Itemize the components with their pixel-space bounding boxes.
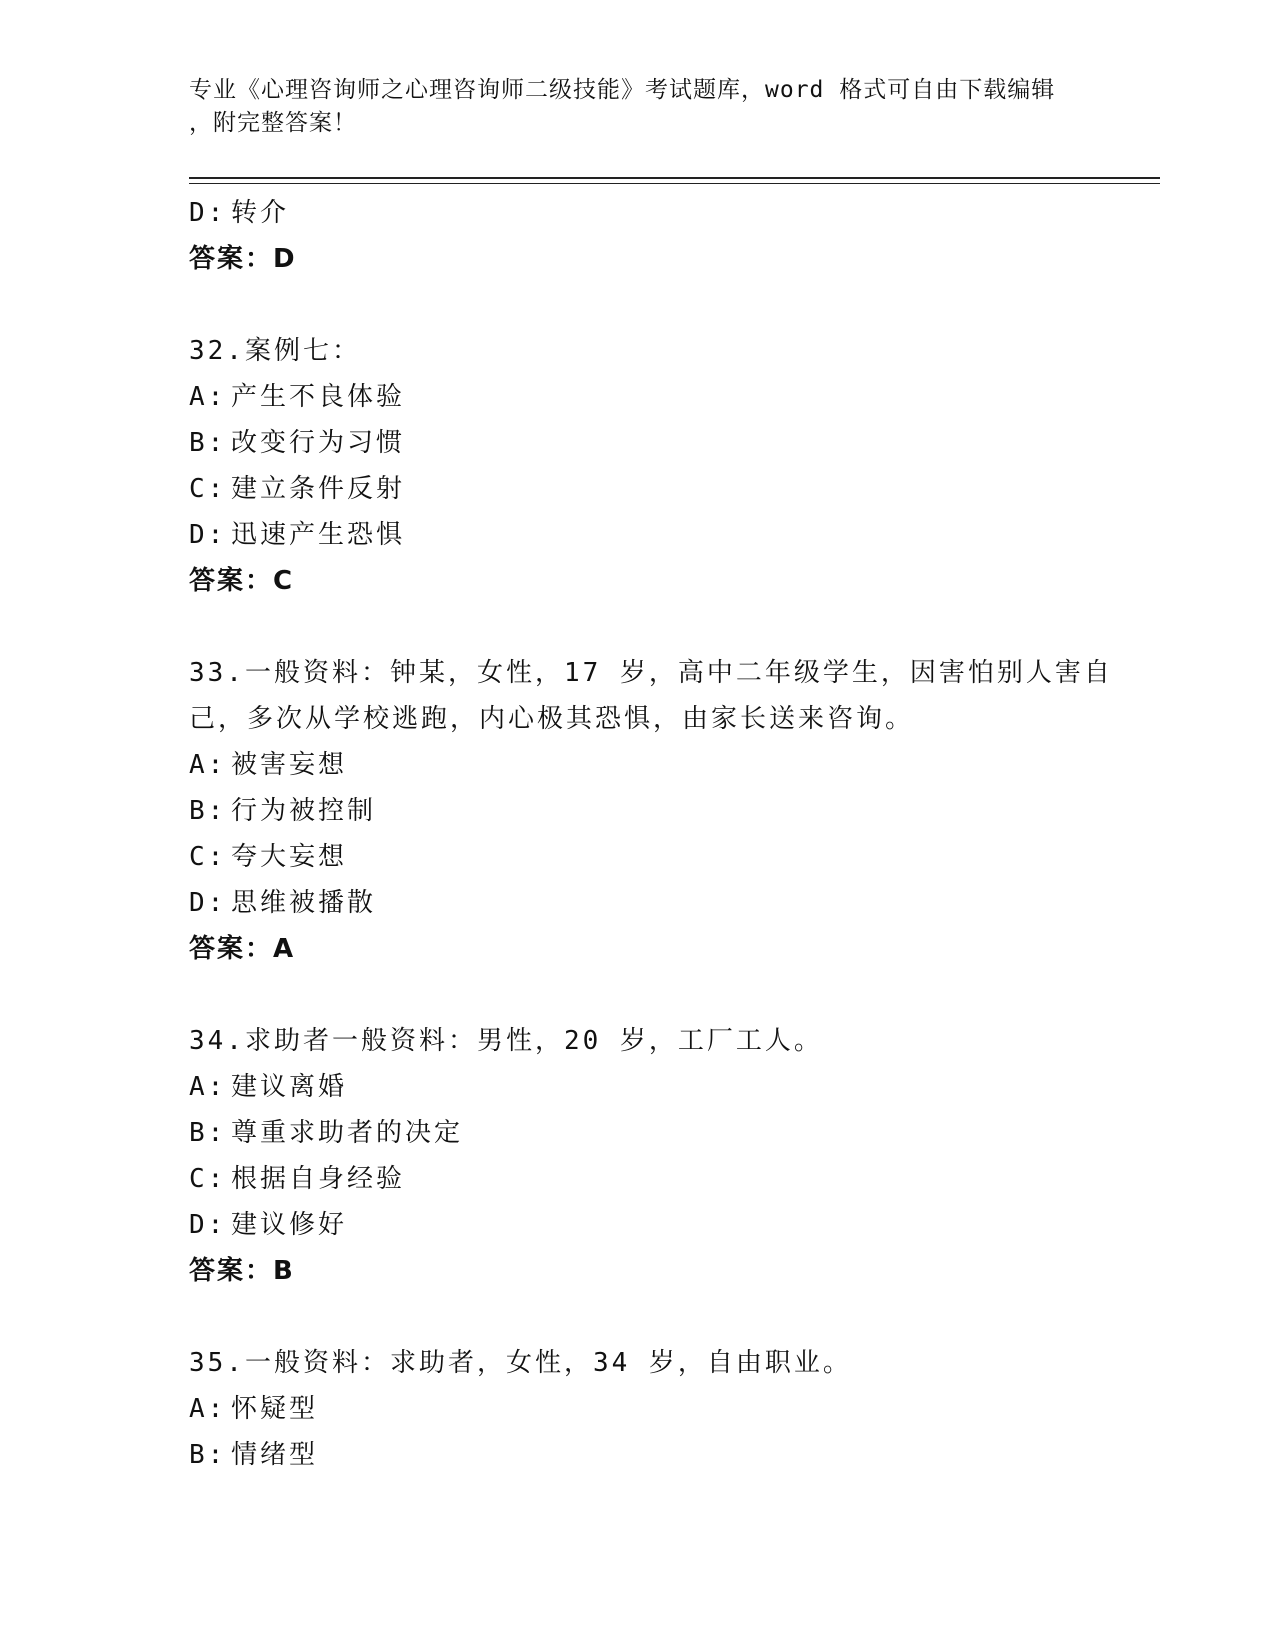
option-c bbox=[189, 1156, 1089, 1202]
option-letter: B: bbox=[189, 428, 227, 458]
option-text: 根据自身经验 bbox=[231, 1164, 406, 1194]
option-letter: C: bbox=[189, 1164, 227, 1194]
option-text: 行为被控制 bbox=[231, 796, 377, 826]
option-letter: A: bbox=[189, 1394, 227, 1424]
question-stem: 35.一般资料：求助者，女性，34 岁，自由职业。 bbox=[189, 1348, 852, 1378]
spacer bbox=[189, 972, 1089, 1018]
question-stem: 32.案例七： bbox=[189, 336, 361, 366]
option-text: 建立条件反射 bbox=[231, 474, 406, 504]
option-text: 思维被播散 bbox=[231, 888, 377, 918]
header-line-1: 专业《心理咨询师之心理咨询师二级技能》考试题库，word 格式可自由下载编辑 bbox=[189, 77, 1056, 103]
option-letter: A: bbox=[189, 1072, 227, 1102]
spacer bbox=[189, 604, 1089, 650]
option-b bbox=[189, 1432, 1089, 1478]
question-34 bbox=[189, 1018, 1089, 1294]
option-text: 改变行为习惯 bbox=[231, 428, 406, 458]
option-text: 被害妄想 bbox=[231, 750, 348, 780]
option-text: 建议修好 bbox=[231, 1210, 348, 1240]
option-letter: A: bbox=[189, 750, 227, 780]
answer-line: 答案：A bbox=[189, 934, 296, 964]
option-letter: D: bbox=[189, 1210, 227, 1240]
option-letter: C: bbox=[189, 842, 227, 872]
option-text: 尊重求助者的决定 bbox=[231, 1118, 464, 1148]
option-a bbox=[189, 742, 1089, 788]
option-c bbox=[189, 834, 1089, 880]
option-letter: A: bbox=[189, 382, 227, 412]
option-a bbox=[189, 374, 1089, 420]
option-text: 产生不良体验 bbox=[231, 382, 406, 412]
header-rule-thick bbox=[189, 177, 1160, 179]
option-text: 建议离婚 bbox=[231, 1072, 348, 1102]
option-letter: B: bbox=[189, 1440, 227, 1470]
question-32 bbox=[189, 328, 1089, 604]
answer-line: 答案：D bbox=[189, 244, 297, 274]
option-text: 夸大妄想 bbox=[231, 842, 348, 872]
option-d bbox=[189, 512, 1089, 558]
option-letter: D: bbox=[189, 198, 227, 228]
option-text: 转介 bbox=[231, 198, 290, 228]
answer-line: 答案：B bbox=[189, 1256, 295, 1286]
question-33 bbox=[189, 650, 1113, 972]
header-line-2: ，附完整答案！ bbox=[189, 110, 357, 136]
option-letter: B: bbox=[189, 1118, 227, 1148]
spacer bbox=[189, 1294, 1089, 1340]
question-stem: 33.一般资料：钟某，女性，17 岁，高中二年级学生，因害怕别人害自 bbox=[189, 658, 1113, 688]
option-a bbox=[189, 1064, 1089, 1110]
option-letter: C: bbox=[189, 474, 227, 504]
option-a bbox=[189, 1386, 1089, 1432]
option-text: 情绪型 bbox=[231, 1440, 319, 1470]
option-d bbox=[189, 1202, 1089, 1248]
answer-line: 答案：C bbox=[189, 566, 295, 596]
option-text: 迅速产生恐惧 bbox=[231, 520, 406, 550]
header-rule-thin bbox=[189, 183, 1160, 184]
option-text: 怀疑型 bbox=[231, 1394, 319, 1424]
option-letter: D: bbox=[189, 520, 227, 550]
option-b bbox=[189, 420, 1089, 466]
option-d bbox=[189, 190, 1089, 236]
question-stem: 34.求助者一般资料：男性，20 岁，工厂工人。 bbox=[189, 1026, 823, 1056]
option-d bbox=[189, 880, 1089, 926]
option-b bbox=[189, 1110, 1089, 1156]
option-letter: D: bbox=[189, 888, 227, 918]
option-letter: B: bbox=[189, 796, 227, 826]
option-c bbox=[189, 466, 1089, 512]
option-b bbox=[189, 788, 1089, 834]
document-header bbox=[189, 74, 1089, 140]
question-list bbox=[189, 190, 1113, 1478]
question-35 bbox=[189, 1340, 1089, 1478]
spacer bbox=[189, 282, 1089, 328]
question-stem-continued: 己，多次从学校逃跑，内心极其恐惧，由家长送来咨询。 bbox=[189, 704, 915, 734]
